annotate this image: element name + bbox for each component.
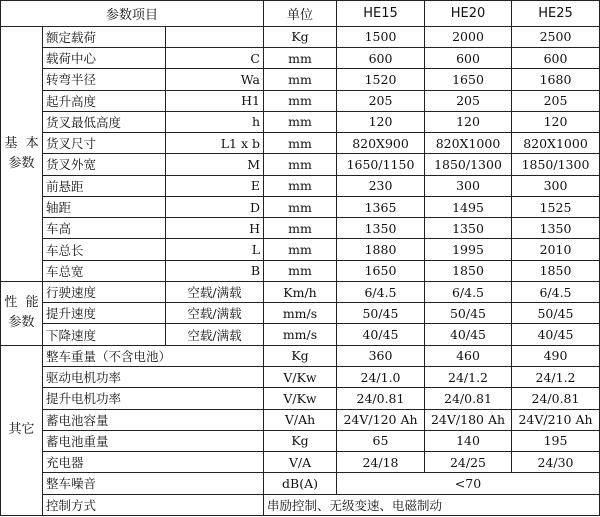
value-cell: 24V/210 Ah [512,409,600,430]
header-model: HE25 [512,1,600,27]
param-unit: Km/h [264,281,337,302]
value-cell: 40/45 [512,324,600,345]
table-row [1,90,600,111]
value-cell: 205 [337,90,425,111]
param-name: 行驶速度 [43,281,166,302]
table-row [1,388,600,409]
value-cell: 460 [425,345,512,366]
param-mode: 空载/满载 [166,281,264,302]
param-unit: V/Kw [264,388,337,409]
table-row [1,473,600,494]
value-cell: 820X1000 [425,133,512,154]
value-cell: 40/45 [337,324,425,345]
param-unit: mm [264,218,337,239]
value-cell: 24/1.0 [337,367,425,388]
group-label-other: 其它 [1,345,43,515]
value-cell: 50/45 [425,303,512,324]
value-cell: 205 [512,90,600,111]
param-symbol: L [166,239,264,260]
header-row [1,1,600,27]
value-cell: 300 [512,175,600,196]
param-unit: mm [264,196,337,217]
value-cell: 1850/1300 [425,154,512,175]
group-label-basic: 基 本 参数 [1,26,43,281]
table-row [1,260,600,281]
table-row [1,218,600,239]
value-cell: 24/30 [512,452,600,473]
param-unit: dB(A) [264,473,337,494]
param-name: 额定载荷 [43,26,166,47]
table-row [1,452,600,473]
param-unit: mm [264,90,337,111]
value-cell: 195 [512,430,600,451]
param-name: 蓄电池容量 [43,409,264,430]
param-symbol: C [166,48,264,69]
value-cell: 360 [337,345,425,366]
table-row [1,154,600,175]
table-row [1,430,600,451]
param-name: 控制方式 [43,494,264,515]
param-name: 整车噪音 [43,473,264,494]
table-row [1,69,600,90]
param-mode: 空载/满载 [166,324,264,345]
param-unit: mm [264,260,337,281]
value-cell: 50/45 [337,303,425,324]
param-unit: V/A [264,452,337,473]
table-row [1,133,600,154]
value-cell: 1850/1300 [512,154,600,175]
value-cell: 1350 [512,218,600,239]
param-name: 前悬距 [43,175,166,196]
value-cell: 24V/120 Ah [337,409,425,430]
value-cell: 2500 [512,26,600,47]
param-mode: 空载/满载 [166,303,264,324]
param-name: 驱动电机功率 [43,367,264,388]
value-cell: 1350 [425,218,512,239]
param-name: 转弯半径 [43,69,166,90]
value-cell: <70 [337,473,600,494]
param-unit: mm [264,111,337,132]
value-cell: 1650 [337,260,425,281]
value-cell: 140 [425,430,512,451]
value-cell: 120 [337,111,425,132]
header-model: HE20 [425,1,512,27]
param-symbol: D [166,196,264,217]
param-symbol: H [166,218,264,239]
param-name: 蓄电池重量 [43,430,264,451]
table-row [1,324,600,345]
param-unit: mm [264,48,337,69]
param-unit: mm [264,69,337,90]
header-unit: 单位 [264,1,337,27]
table-row [1,48,600,69]
value-cell: 24/1.2 [425,367,512,388]
param-name: 载荷中心 [43,48,166,69]
param-symbol: B [166,260,264,281]
value-cell: 6/4.5 [337,281,425,302]
value-cell: 1680 [512,69,600,90]
table-row [1,409,600,430]
param-name: 提升电机功率 [43,388,264,409]
value-cell: 24/18 [337,452,425,473]
value-cell: 1520 [337,69,425,90]
value-cell: 24/0.81 [337,388,425,409]
value-cell: 50/45 [512,303,600,324]
header-model: HE15 [337,1,425,27]
value-cell: 24/1.2 [512,367,600,388]
group-label-performance: 性 能 参数 [1,281,43,345]
value-cell: 1880 [337,239,425,260]
param-unit: mm [264,239,337,260]
value-cell: 串励控制、无级变速、电磁制动 [264,494,600,515]
value-cell: 2000 [425,26,512,47]
value-cell: 1525 [512,196,600,217]
table-row [1,111,600,132]
param-symbol: H1 [166,90,264,111]
param-unit: V/Kw [264,367,337,388]
value-cell: 1365 [337,196,425,217]
value-cell: 600 [425,48,512,69]
value-cell: 820X1000 [512,133,600,154]
param-symbol: Wa [166,69,264,90]
table-row [1,175,600,196]
value-cell: 2010 [512,239,600,260]
param-symbol [166,26,264,47]
value-cell: 1495 [425,196,512,217]
param-name: 车总长 [43,239,166,260]
param-unit: V/Ah [264,409,337,430]
value-cell: 300 [425,175,512,196]
value-cell: 6/4.5 [425,281,512,302]
param-unit: mm [264,154,337,175]
value-cell: 120 [425,111,512,132]
value-cell: 600 [337,48,425,69]
value-cell: 24V/180 Ah [425,409,512,430]
value-cell: 600 [512,48,600,69]
param-name: 充电器 [43,452,264,473]
value-cell: 1350 [337,218,425,239]
param-name: 轴距 [43,196,166,217]
table-row [1,494,600,515]
table-row [1,367,600,388]
value-cell: 120 [512,111,600,132]
param-name: 货叉最低高度 [43,111,166,132]
value-cell: 820X900 [337,133,425,154]
value-cell: 230 [337,175,425,196]
param-symbol: h [166,111,264,132]
table-row [1,196,600,217]
value-cell: 1850 [512,260,600,281]
param-name: 车总宽 [43,260,166,281]
param-unit: Kg [264,345,337,366]
value-cell: 24/25 [425,452,512,473]
param-name: 整车重量（不含电池） [43,345,264,366]
value-cell: 205 [425,90,512,111]
value-cell: 24/0.81 [425,388,512,409]
value-cell: 1650/1150 [337,154,425,175]
value-cell: 65 [337,430,425,451]
value-cell: 1850 [425,260,512,281]
table-row [1,281,600,302]
table-row [1,26,600,47]
value-cell: 490 [512,345,600,366]
param-unit: mm [264,175,337,196]
table-row [1,345,600,366]
param-unit: Kg [264,430,337,451]
value-cell: 1500 [337,26,425,47]
header-item: 参数项目 [1,1,264,27]
value-cell: 1650 [425,69,512,90]
value-cell: 6/4.5 [512,281,600,302]
param-symbol: M [166,154,264,175]
param-unit: Kg [264,26,337,47]
param-unit: mm [264,133,337,154]
param-name: 货叉外宽 [43,154,166,175]
param-unit: mm/s [264,324,337,345]
param-name: 提升速度 [43,303,166,324]
param-name: 货叉尺寸 [43,133,166,154]
param-symbol: E [166,175,264,196]
value-cell: 1995 [425,239,512,260]
param-unit: mm/s [264,303,337,324]
param-name: 下降速度 [43,324,166,345]
param-name: 起升高度 [43,90,166,111]
value-cell: 24/0.81 [512,388,600,409]
table-row [1,239,600,260]
param-symbol: L1 x b [166,133,264,154]
param-name: 车高 [43,218,166,239]
value-cell: 40/45 [425,324,512,345]
table-row [1,303,600,324]
